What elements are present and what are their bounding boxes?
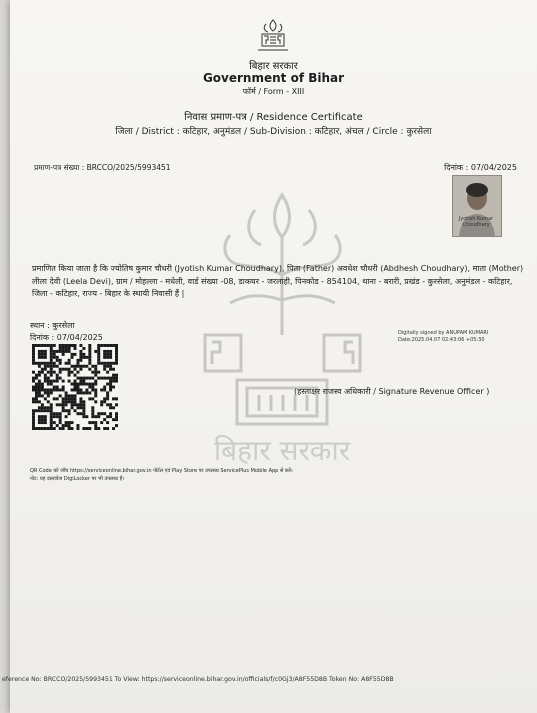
government-emblem-watermark bbox=[175, 185, 390, 475]
issue-place: स्थान : कुरसेला bbox=[30, 321, 75, 330]
digital-signature bbox=[398, 330, 488, 344]
digital-signature-date: Date:2025.04.07 02:43:06 +05:30 bbox=[398, 337, 485, 343]
revenue-officer-signature-label: (हस्ताक्षर राजस्व अधिकारी / Signature Revenue Officer ) bbox=[294, 387, 490, 396]
form-number: फॉर्म / Form - XIII bbox=[242, 87, 305, 96]
certificate-title: निवास प्रमाण-पत्र / Residence Certificate bbox=[184, 112, 363, 123]
qr-note-line-1: QR Code को जाँच https://serviceonline.bihar.gov.in पोर्टल एवं Play Store पर उपलब्ध ServicePlus Mobile App से करें। bbox=[30, 468, 293, 474]
watermark-text: बिहार सरकार bbox=[213, 434, 351, 467]
issue-date: दिनांक : 07/04/2025 bbox=[30, 333, 103, 342]
jurisdiction-line: जिला / District : कटिहार, अनुमंडल / Sub-Division : कटिहार, अंचल / Circle : कुरसेला bbox=[115, 127, 432, 137]
bihar-emblem-icon bbox=[250, 16, 296, 54]
certificate-number: प्रमाण-पत्र संख्या : BRCCO/2025/5993451 bbox=[34, 163, 171, 172]
certificate-body: प्रमाणित किया जाता है कि ज्योतिष कुमार चौधरी (Jyotish Kumar Choudhary), पिता (Father) अवधेश चौधरी (Abdhesh Choudhary), माता (Mother) लीला देवी (Leela Devi), ग्राम / मोहल्ला - मधेली, वार्ड संख्या -08, डाकघर - जरलाही, पिनकोड - 854104, थाना - बरारी, प्रखंड - कुरसेला, अनुमंडल - कटिहार, जिला - कटिहार, राज्य - बिहार के स्थायी निवासी हैं | bbox=[32, 264, 524, 298]
qr-verification-note bbox=[30, 467, 510, 483]
government-title: Government of Bihar bbox=[202, 71, 345, 85]
digital-signature-signer: Digitally signed by ANUPAM KUMARI bbox=[398, 330, 489, 336]
certificate-paper bbox=[2, 0, 537, 713]
qr-note-line-2: नोट: यह दस्तावेज DigiLocker पर भी उपलब्ध है। bbox=[30, 476, 125, 482]
qr-code[interactable] bbox=[32, 344, 118, 430]
certificate-date: दिनांक : 07/04/2025 bbox=[444, 163, 517, 172]
reference-footer: eference No: BRCCO/2025/5993451 To View: https://serviceonline.bihar.gov.in/officials/f/c0Gj3/A8F55D8B Token No: A8F55D8B bbox=[2, 676, 394, 683]
header-hindi-title: बिहार सरकार bbox=[249, 61, 298, 72]
applicant-signature: Jyotish Kumar Choudhary bbox=[458, 216, 494, 228]
